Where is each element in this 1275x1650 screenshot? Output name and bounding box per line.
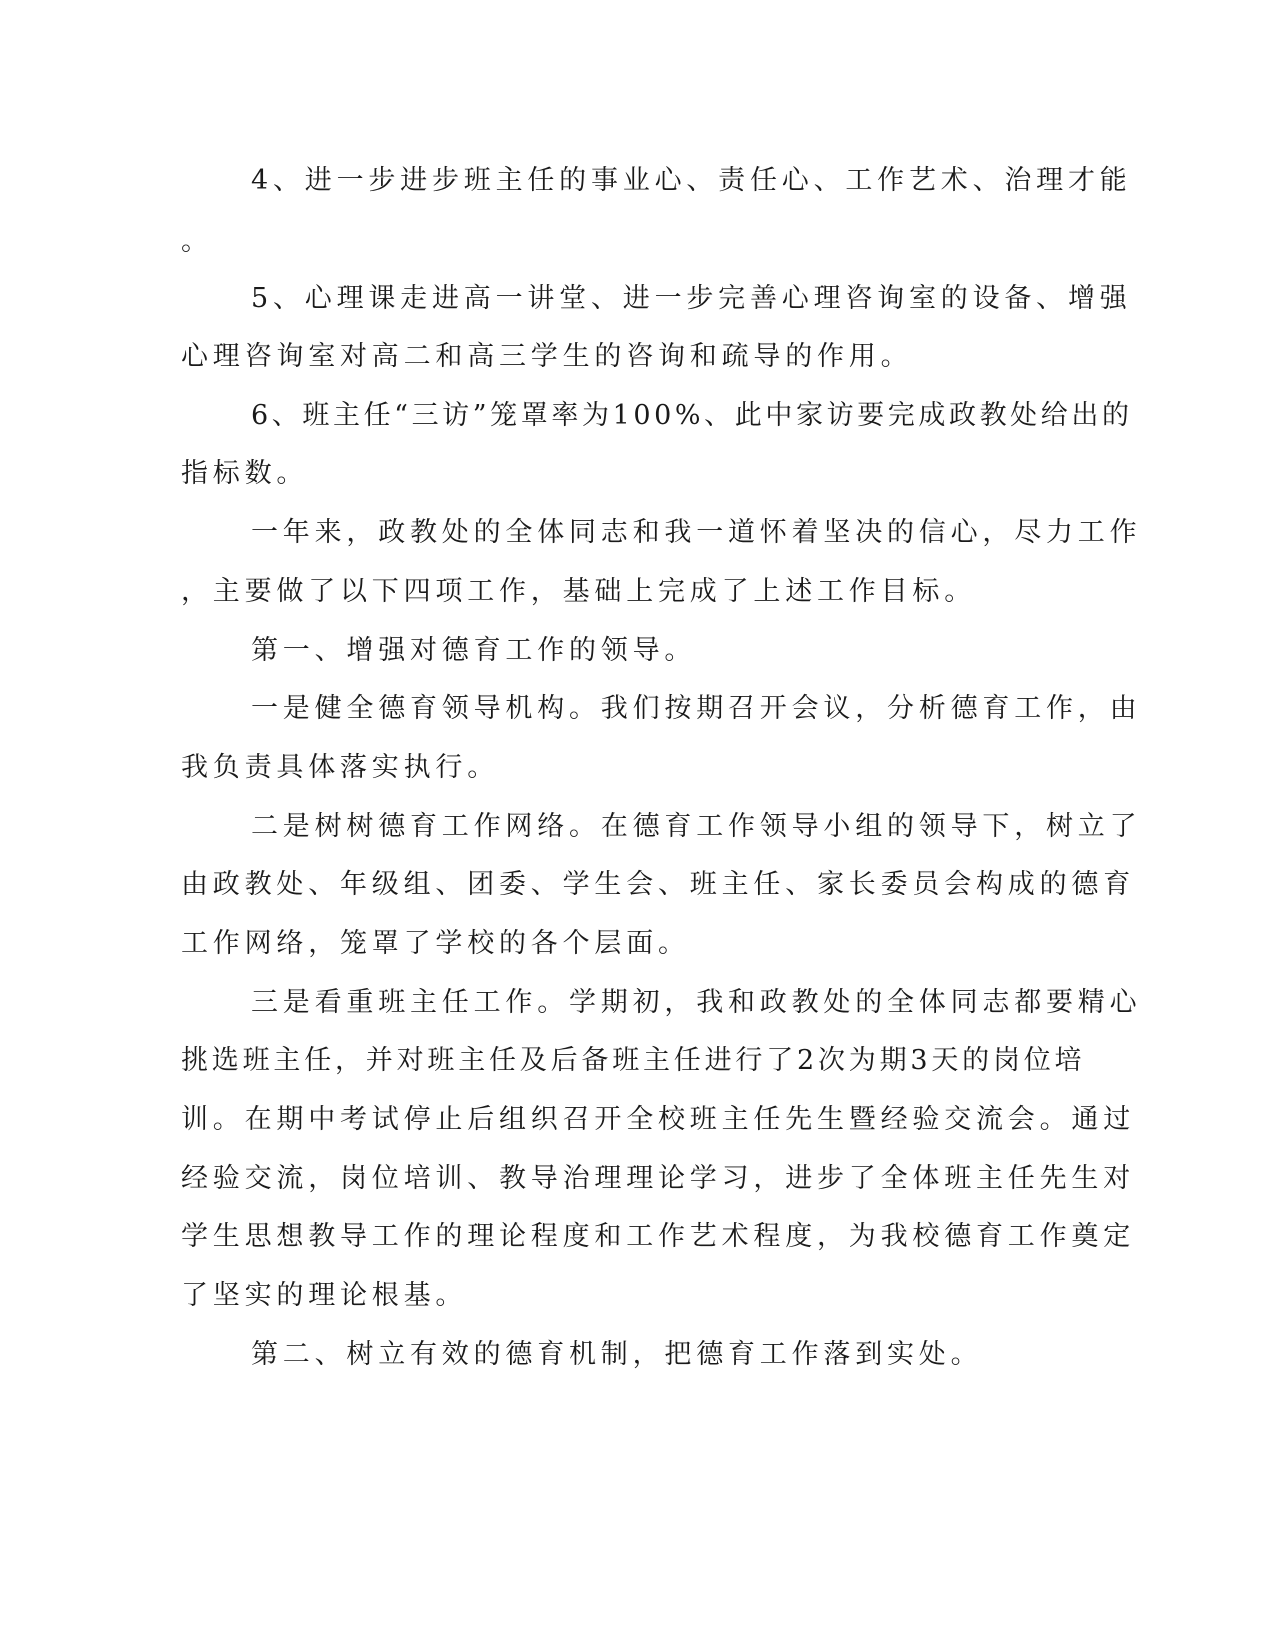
text-line-14: 工作网络，笼罩了学校的各个层面。	[181, 928, 690, 959]
text-line-12: 二是树树德育工作网络。在德育工作领导小组的领导下，树立了	[251, 811, 1142, 842]
text-line-11: 我负责具体落实执行。	[181, 752, 499, 783]
text-line-7: 一年来，政教处的全体同志和我一道怀着坚决的信心，尽力工作	[251, 517, 1142, 548]
text-line-17: 训。在期中考试停止后组织召开全校班主任先生暨经验交流会。通过	[181, 1104, 1135, 1135]
text-line-16: 挑选班主任，并对班主任及后备班主任进行了2次为期3天的岗位培	[181, 1045, 1086, 1076]
text-line-8: ，主要做了以下四项工作，基础上完成了上述工作目标。	[181, 576, 976, 607]
text-line-4: 心理咨询室对高二和高三学生的咨询和疏导的作用。	[181, 341, 913, 372]
text-line-18: 经验交流，岗位培训、教导治理理论学习，进步了全体班主任先生对	[181, 1163, 1135, 1194]
text-line-19: 学生思想教导工作的理论程度和工作艺术程度，为我校德育工作奠定	[181, 1221, 1135, 1252]
text-line-5: 6、班主任“三访”笼罩率为100%、此中家访要完成政教处给出的	[251, 400, 1133, 431]
text-line-20: 了坚实的理论根基。	[181, 1280, 468, 1311]
text-line-10: 一是健全德育领导机构。我们按期召开会议，分析德育工作，由	[251, 693, 1142, 724]
text-line-3: 5、心理课走进高一讲堂、进一步完善心理咨询室的设备、增强	[251, 283, 1132, 314]
text-line-15: 三是看重班主任工作。学期初，我和政教处的全体同志都要精心	[251, 987, 1142, 1018]
text-line-1: 4、进一步进步班主任的事业心、责任心、工作艺术、治理才能	[251, 165, 1132, 196]
text-line-2: 。	[181, 226, 213, 257]
text-line-13: 由政教处、年级组、团委、学生会、班主任、家长委员会构成的德育	[181, 869, 1135, 900]
text-line-6: 指标数。	[181, 458, 309, 489]
text-line-9: 第一、增强对德育工作的领导。	[251, 635, 697, 666]
text-line-21: 第二、树立有效的德育机制，把德育工作落到实处。	[251, 1339, 983, 1370]
